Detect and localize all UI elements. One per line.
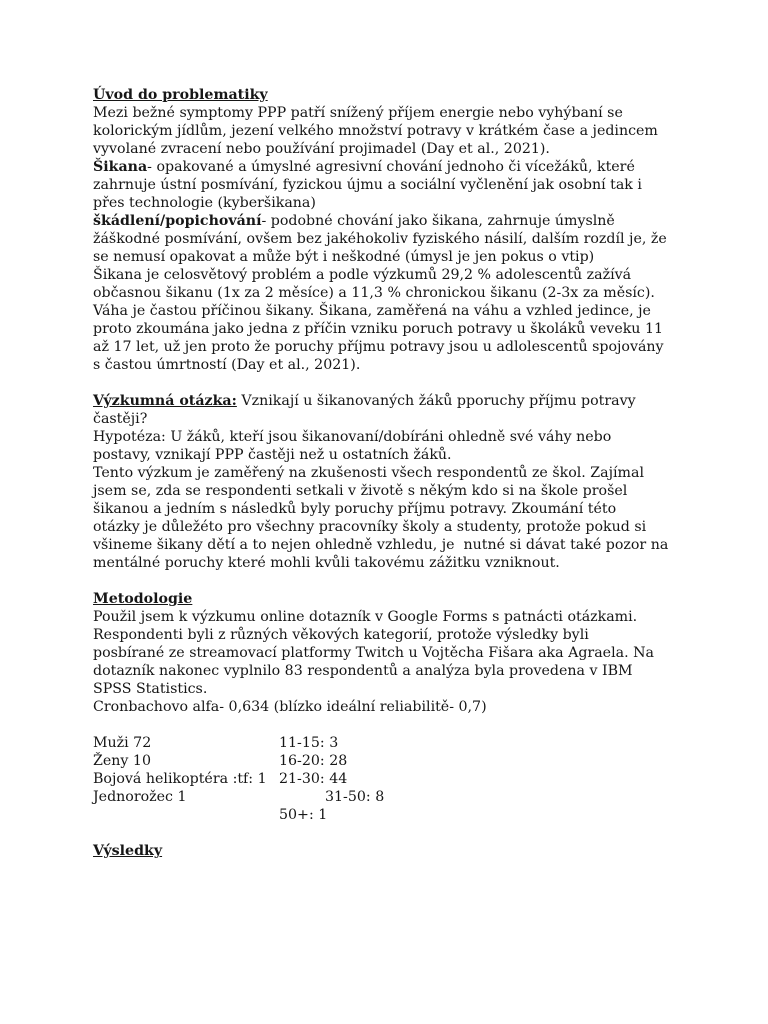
intro-line: až 17 let, už jen proto že poruchy příjmu potravy jsou u adlolescentů spojovány — [93, 339, 664, 355]
intro-line: se nemusí opakovat a může být i neškodné (úmysl je jen pokus o vtip) — [93, 249, 595, 265]
intro-line: kolorickým jídlům, jezení velkého množství potravy v krátkém čase a jedincem — [93, 123, 658, 139]
research-question — [93, 392, 733, 410]
methodology-line: posbírané ze streamovací platformy Twitch u Vojtěcha Fišara aka Agraela. Na — [93, 645, 654, 661]
gender-stat: Muži 72 — [93, 735, 152, 751]
research-question-text: Vznikají u šikanovaných žáků pporuchy příjmu potravy — [236, 393, 636, 409]
intro-line: vyvolané zvracení nebo používání projimadel (Day et al., 2021). — [93, 141, 550, 157]
spacer — [93, 374, 733, 392]
sikana-text: - opakované a úmyslné agresivní chování jednoho či vícežáků, které — [147, 159, 635, 175]
research-line: Tento výzkum je zaměřený na zkušenosti všech respondentů ze škol. Zajímal — [93, 465, 645, 481]
research-line: všineme šikany dětí a to nejen ohledně vzhledu, je nutné si dávat také pozor na — [93, 537, 669, 553]
stats-row — [93, 734, 733, 752]
intro-line: zahrnuje ústní posmívání, fyzickou újmu a sociální vyčlenění jak osobní tak i — [93, 177, 642, 193]
age-stat: 50+: 1 — [279, 807, 328, 823]
results-heading: Výsledky — [93, 843, 163, 859]
intro-line: přes technologie (kyberšikana) — [93, 195, 316, 211]
stats-row — [93, 788, 733, 806]
intro-line: proto zkoumána jako jedna z příčin vzniku poruch potravy u školáků veveku 11 — [93, 321, 664, 337]
spacer — [93, 572, 733, 590]
age-stat: 16-20: 28 — [279, 753, 348, 769]
sikana-term: Šikana — [93, 159, 148, 175]
research-line: šikanou a jedním s následků byly poruchy příjmu potravy. Zkoumání této — [93, 501, 617, 517]
skadleni-term: škádlení/popichování — [93, 213, 262, 229]
stats-row — [93, 752, 733, 770]
methodology-line: dotazník nakonec vyplnilo 83 respondentů a analýza byla provedena v IBM — [93, 663, 633, 679]
research-line: postavy, vznikají PPP častěji než u ostatních žáků. — [93, 447, 452, 463]
research-line: otázky je důležéto pro všechny pracovníky školy a studenty, protože pokud si — [93, 519, 647, 535]
skadleni-text: - podobné chování jako šikana, zahrnuje úmyslně — [261, 213, 615, 229]
intro-line: žáškodné posmívání, ovšem bez jakéhokoliv fyziského násilí, dalším rozdíl je, že — [93, 231, 667, 247]
gender-stat: Jednorožec 1 — [93, 789, 187, 805]
methodology-heading: Metodologie — [93, 591, 193, 607]
research-line: jsem se, zda se respondenti setkali v životě s někým kdo si na škole prošel — [93, 483, 628, 499]
skadleni-definition — [93, 212, 733, 230]
respondent-stats — [93, 734, 733, 824]
age-stat: 11-15: 3 — [279, 735, 339, 751]
spacer — [93, 716, 733, 734]
intro-line: Mezi bežné symptomy PPP patří snížený příjem energie nebo vyhýbaní se — [93, 105, 623, 121]
research-line: Hypotéza: U žáků, kteří jsou šikanovaní/dobíráni ohledně své váhy nebo — [93, 429, 612, 445]
sikana-definition — [93, 158, 733, 176]
methodology-line: Respondenti byli z různých věkových kategorií, protože výsledky byli — [93, 627, 589, 643]
intro-line: Váha je častou příčinou šikany. Šikana, zaměřená na váhu a vzhled jedince, je — [93, 303, 651, 319]
intro-line: s častou úmrtností (Day et al., 2021). — [93, 357, 361, 373]
stats-row — [93, 806, 733, 824]
research-heading: Výzkumná otázka: — [93, 393, 237, 409]
age-stat: 21-30: 44 — [279, 771, 348, 787]
gender-stat: Bojová helikoptéra :tf: 1 — [93, 771, 267, 787]
age-stat: 31-50: 8 — [325, 789, 385, 805]
intro-heading: Úvod do problematiky — [93, 87, 268, 103]
gender-stat: Ženy 10 — [93, 753, 151, 769]
intro-line: občasnou šikanu (1x za 2 měsíce) a 11,3 % chronickou šikanu (2-3x za měsíc). — [93, 285, 655, 301]
intro-line: Šikana je celosvětový problém a podle výzkumů 29,2 % adolescentů zažívá — [93, 267, 632, 283]
spacer — [93, 824, 733, 842]
research-line: častěji? — [93, 411, 148, 427]
stats-row — [93, 770, 733, 788]
methodology-line: SPSS Statistics. — [93, 681, 208, 697]
research-line: mentálné poruchy které mohli kvůli takovému zážitku vzniknout. — [93, 555, 560, 571]
methodology-line: Použil jsem k výzkumu online dotazník v Google Forms s patnácti otázkami. — [93, 609, 638, 625]
methodology-line: Cronbachovo alfa- 0,634 (blízko ideální reliabilitě- 0,7) — [93, 699, 487, 715]
document-page — [93, 86, 733, 860]
